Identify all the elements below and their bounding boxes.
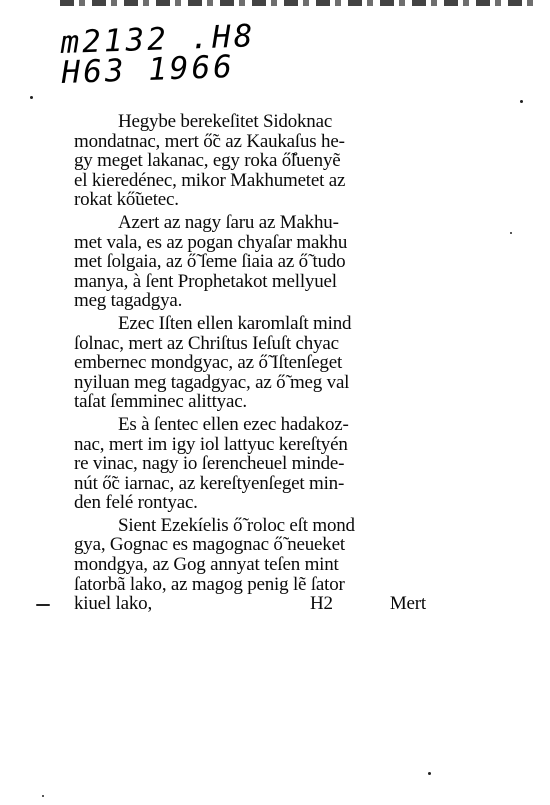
text-line: el kieredénec, mikor Makhumetet az: [74, 169, 346, 191]
text-line: den felé rontyac.: [74, 492, 198, 514]
text-line: rokat kő̃uetec.: [74, 189, 179, 211]
text-line: embernec mondgyac, az ő̃ Iſtenſeget: [74, 352, 343, 374]
text-line: nac, mert im igy iol lattyuc kereſtyén: [74, 433, 348, 455]
page-top-edge: [60, 0, 540, 6]
text-line: gya, Gognac es magognac ő̃ neueket: [74, 534, 345, 556]
text-line: nút ő̃c iarnac, az kereſtyenſeget min-: [74, 472, 345, 494]
signature-mark: H2: [310, 593, 333, 615]
scan-speck: [42, 795, 44, 797]
paragraph-4: [74, 415, 454, 513]
paragraph-1: [74, 112, 454, 210]
call-number-line-1: m2132 .H8: [59, 18, 257, 61]
call-number: [59, 18, 257, 91]
text-line: mondgya, az Gog annyat teſen mint: [74, 554, 339, 576]
text-line: mondatnac, mert ő̃c az Kaukaſus he-: [74, 130, 345, 152]
text-line: nyiluan meg tagadgyac, az ő̃ meg val: [74, 371, 350, 393]
paragraph-2: [74, 213, 454, 311]
text-line: gy meget lakanac, egy roka ő̃ſuenyẽ: [74, 150, 341, 172]
text-line: Es à ſentec ellen ezec hadakoz-: [118, 413, 349, 435]
text-line: Ezec Iſten ellen karomlaſt mind: [118, 312, 352, 334]
text-line: met vala, es az pogan chyaſar makhu: [74, 231, 348, 253]
last-line-with-catchword: [74, 594, 426, 614]
text-line: manya, à ſent Prophetakot mellyuel: [74, 270, 337, 292]
catchword: Mert: [389, 593, 426, 615]
text-line: taſat ſemminec alittyac.: [74, 391, 247, 413]
text-line: ſatorbã lako, az magog penig lẽ ſator: [74, 573, 345, 595]
paragraph-3: [74, 314, 454, 412]
text-line: Hegybe berekeſitet Sidoknac: [118, 111, 333, 132]
body-text: [74, 112, 454, 617]
text-line: re vinac, nagy io ſerencheuel minde-: [74, 453, 345, 475]
scan-speck: [520, 100, 523, 103]
paragraph-5: [74, 516, 454, 614]
scan-speck: [36, 604, 50, 606]
text-line: meg tagadgya.: [74, 290, 183, 312]
text-line: ſolnac, mert az Chriſtus Ieſuſt chyac: [74, 332, 339, 354]
scan-speck: [428, 772, 431, 775]
text-line: met ſolgaia, az ő̃ ſeme ſiaia az ő̃ tudo: [74, 251, 346, 273]
scan-speck: [30, 96, 33, 99]
text-line: kiuel lako,: [74, 593, 153, 615]
text-line: Azert az nagy ſaru az Makhu-: [118, 211, 339, 233]
call-number-line-2: H63 1966: [60, 48, 236, 91]
scan-speck: [510, 232, 512, 234]
text-line: Sient Ezekíelis ő̃ roloc eſt mond: [118, 514, 355, 536]
text-line-end: [74, 594, 333, 614]
